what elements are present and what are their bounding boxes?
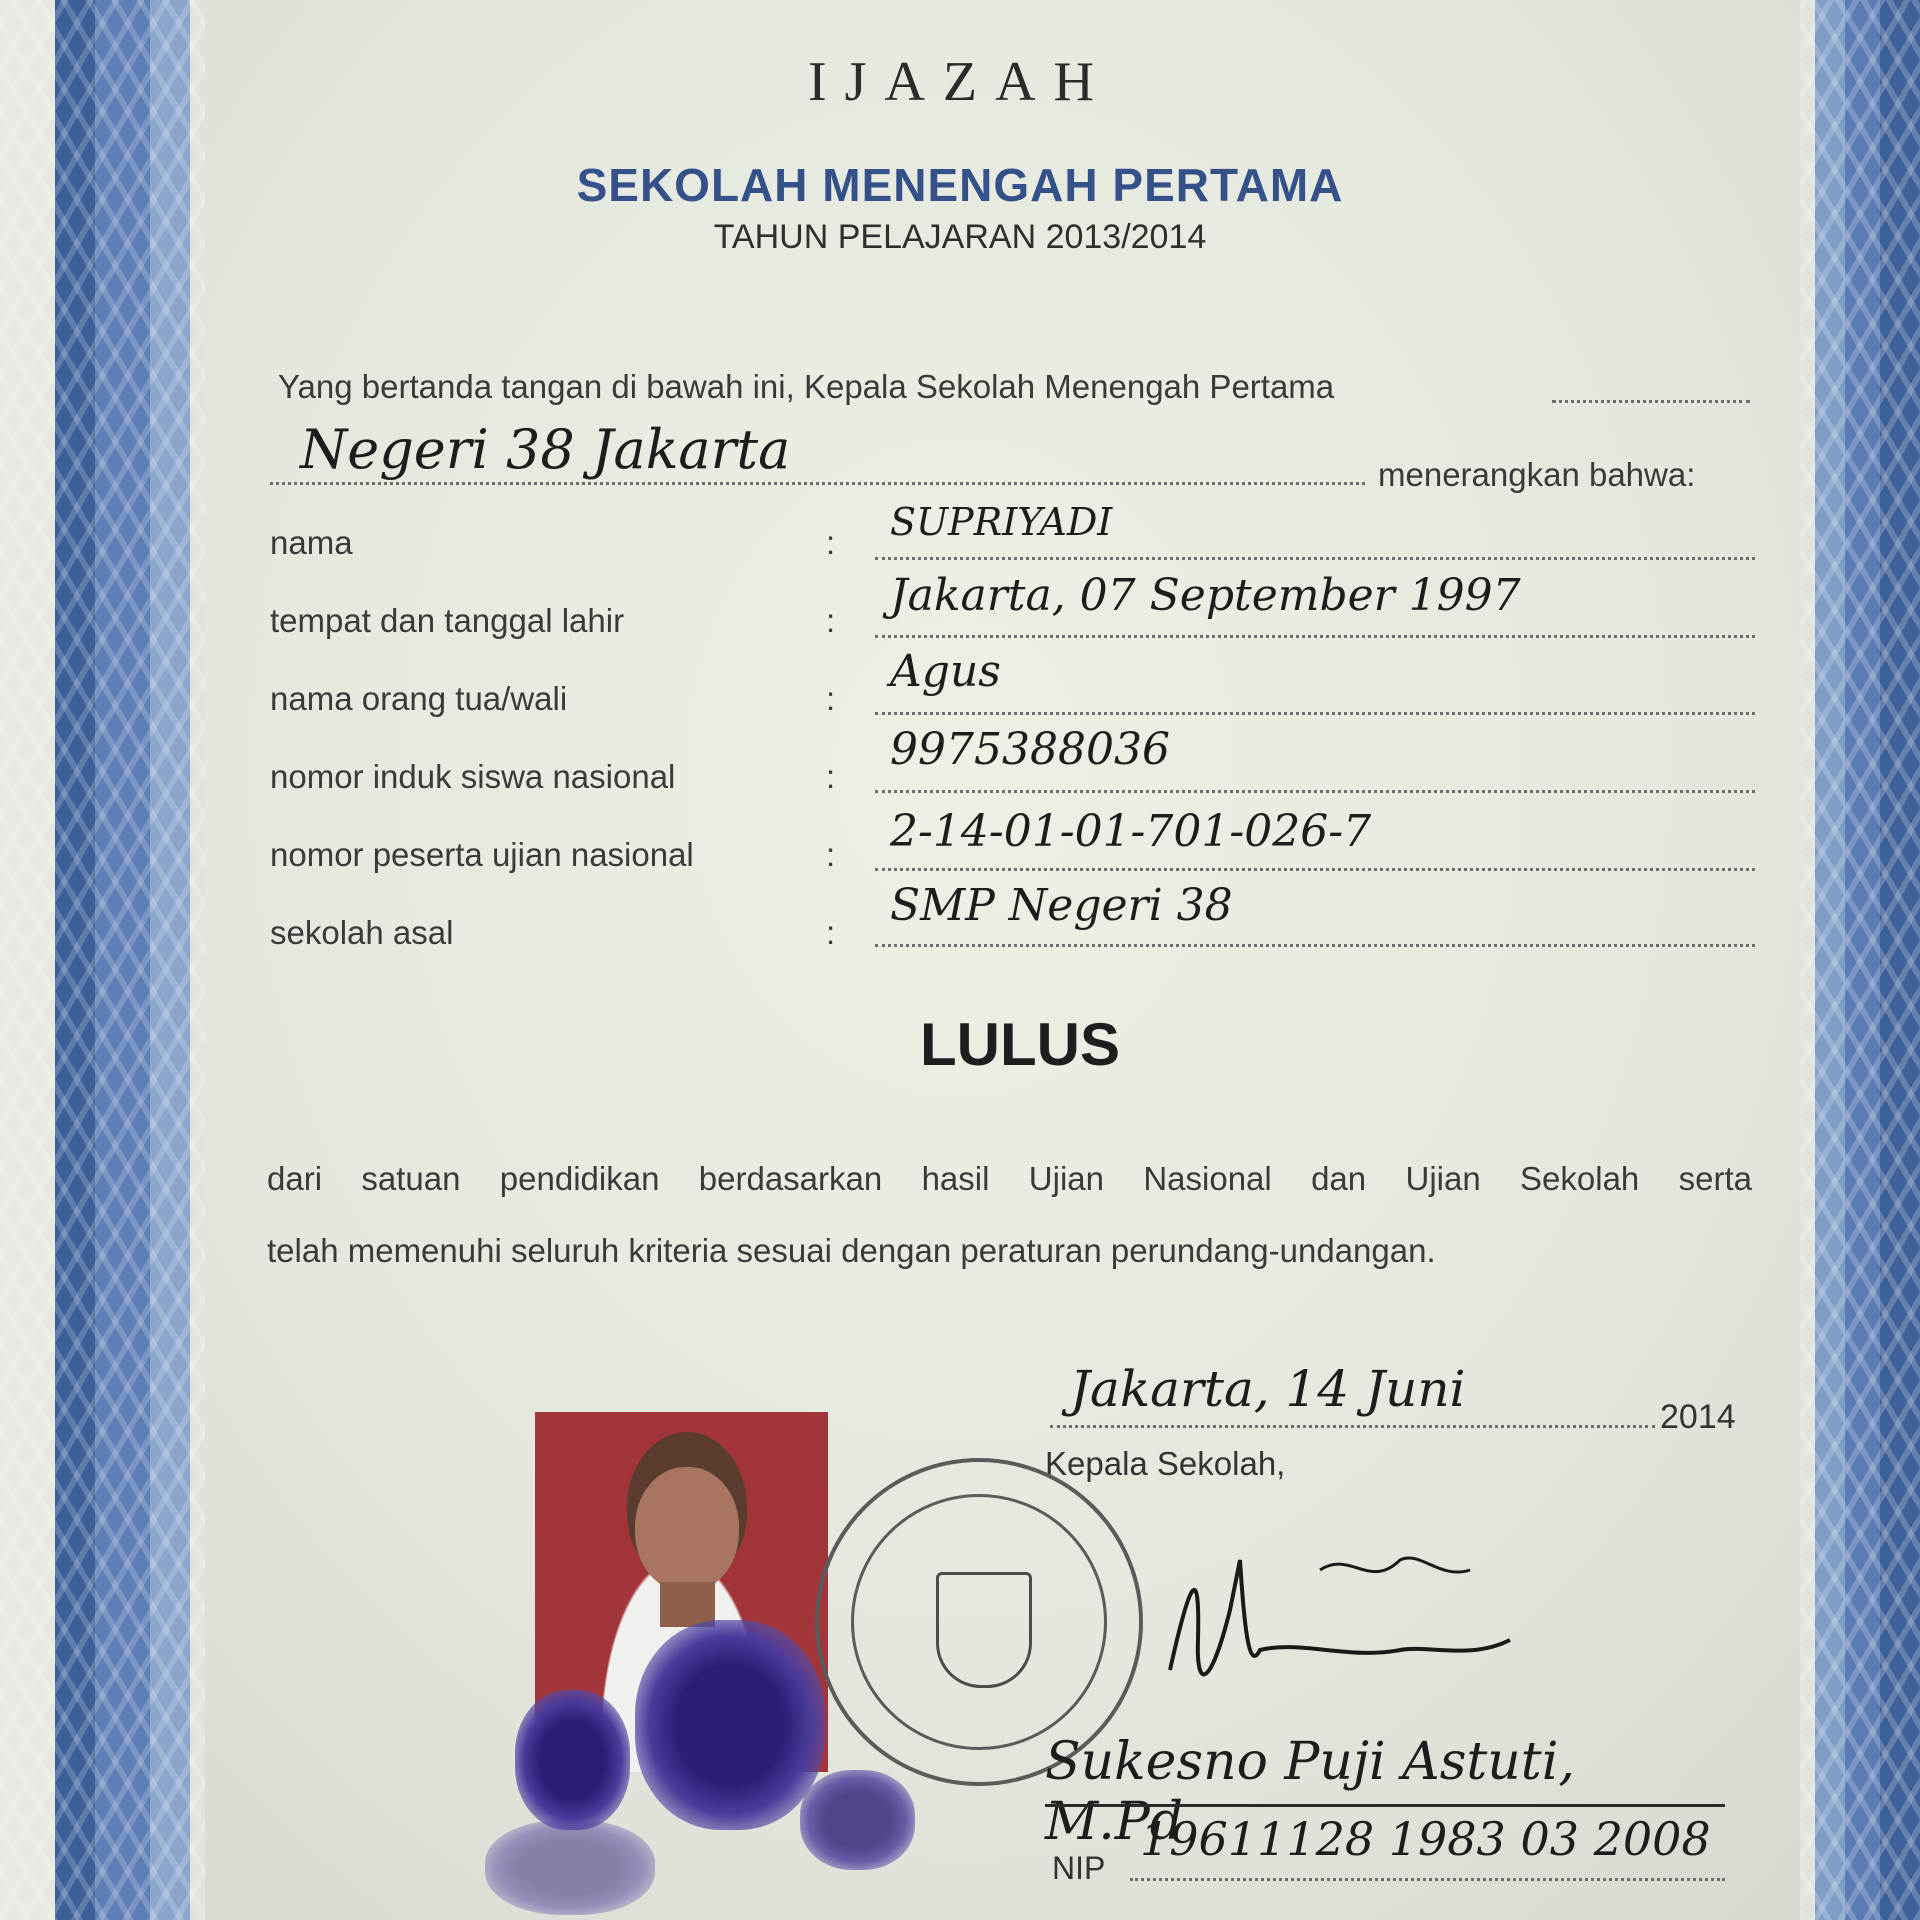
field-value-sekolah-asal: SMP Negeri 38 (890, 880, 1233, 931)
signer-name: Sukesno Puji Astuti, M.Pd (1045, 1732, 1575, 1852)
field-colon: : (826, 914, 836, 951)
dki-jakarta-emblem-icon (936, 1572, 1032, 1688)
academic-year: TAHUN PELAJARAN 2013/2014 (713, 218, 1207, 256)
field-dotted-line (875, 944, 1755, 947)
school-name-handwritten: Negeri 38 Jakarta (300, 418, 791, 481)
school-level-heading: SEKOLAH MENENGAH PERTAMA (576, 159, 1344, 211)
field-dotted-line (875, 635, 1755, 638)
fingerprint-mark (635, 1620, 825, 1830)
signing-place-date: Jakarta, 14 Juni (1070, 1360, 1466, 1418)
field-dotted-line (875, 790, 1755, 793)
fingerprint-mark (515, 1690, 630, 1830)
field-colon: : (826, 680, 836, 717)
photo-face (635, 1467, 739, 1592)
intro-dotted-line (1552, 400, 1750, 403)
field-colon: : (826, 602, 836, 639)
field-value-nisn: 9975388036 (890, 724, 1170, 775)
field-label-nisn: nomor induk siswa nasional (270, 758, 676, 795)
field-value-peserta-ujian: 2-14-01-01-701-026-7 (890, 806, 1372, 857)
nip-value: 19611128 1983 03 2008 (1140, 1812, 1711, 1866)
intro-suffix: menerangkan bahwa: (1378, 456, 1696, 493)
field-label-sekolah-asal: sekolah asal (270, 914, 454, 951)
stamp-inner-ring (851, 1494, 1107, 1750)
statement-line-2: telah memenuhi seluruh kriteria sesuai dengan peraturan perundang-undangan. (267, 1232, 1436, 1269)
field-value-ttl: Jakarta, 07 September 1997 (890, 570, 1521, 621)
field-dotted-line (875, 868, 1755, 871)
signer-name-underline (1045, 1804, 1725, 1807)
fingerprint-mark (800, 1770, 915, 1870)
nip-label: NIP (1052, 1850, 1106, 1886)
date-dotted-line (1050, 1425, 1655, 1428)
field-colon: : (826, 524, 836, 561)
decorative-border-right (1800, 0, 1920, 1920)
intro-text: Yang bertanda tangan di bawah ini, Kepala Sekolah Menengah Pertama (278, 368, 1335, 405)
field-dotted-line (875, 712, 1755, 715)
nip-dotted-line (1130, 1878, 1725, 1881)
result-status: LULUS (920, 1011, 1120, 1078)
field-label-peserta-ujian: nomor peserta ujian nasional (270, 836, 694, 873)
field-label-orang-tua: nama orang tua/wali (270, 680, 568, 717)
field-label-nama: nama (270, 524, 353, 561)
field-value-nama: SUPRIYADI (890, 500, 1113, 544)
signing-year: 2014 (1660, 1398, 1736, 1436)
certificate-title: IJAZAH (808, 51, 1112, 113)
field-colon: : (826, 758, 836, 795)
school-name-dotted-line (270, 482, 1365, 485)
field-colon: : (826, 836, 836, 873)
decorative-border-left (0, 0, 205, 1920)
field-dotted-line (875, 557, 1755, 560)
field-label-ttl: tempat dan tanggal lahir (270, 602, 625, 639)
statement-line-1: dari satuan pendidikan berdasarkan hasil Ujian Nasional dan Ujian Sekolah serta (267, 1160, 1752, 1197)
principal-signature (1150, 1520, 1530, 1720)
signer-title: Kepala Sekolah, (1045, 1445, 1286, 1482)
field-value-orang-tua: Agus (890, 646, 1001, 697)
fingerprint-mark (485, 1820, 655, 1915)
